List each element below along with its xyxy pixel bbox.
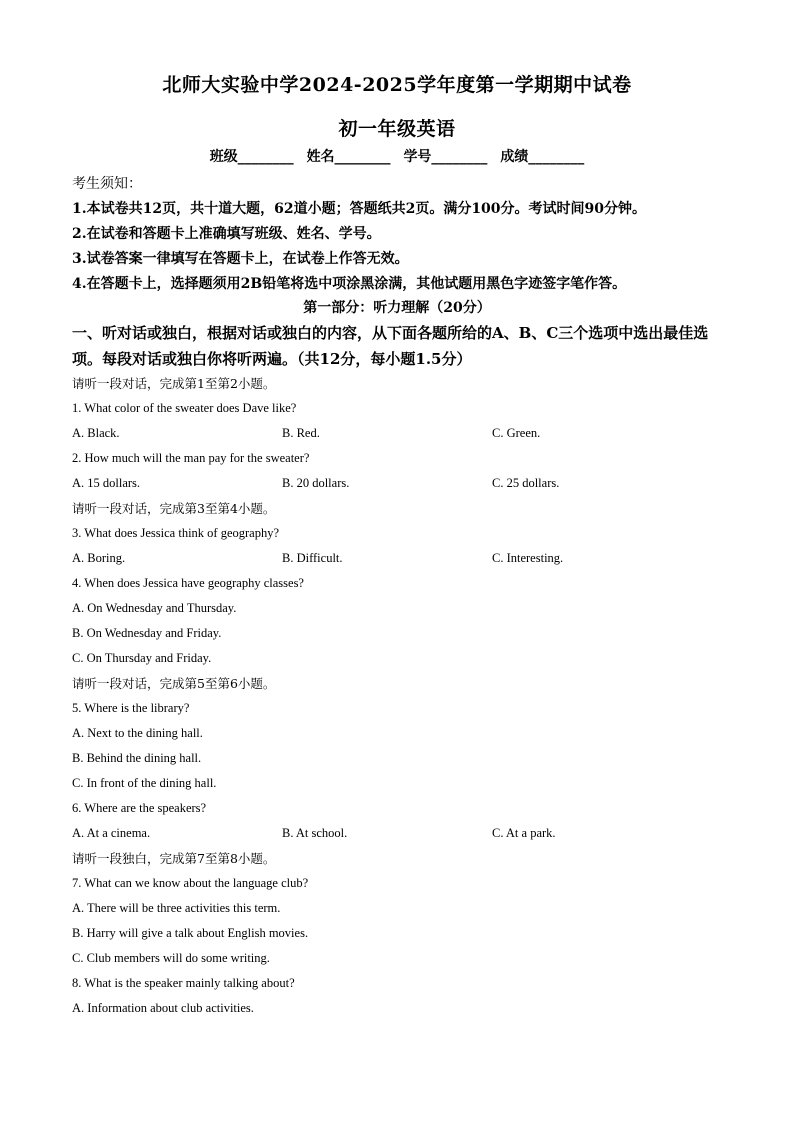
exam-subtitle: 初一年级英语 — [338, 118, 456, 140]
option-row — [72, 821, 752, 846]
score-field: 成绩________ — [500, 149, 585, 165]
answer-option: B. 20 dollars. — [282, 476, 350, 490]
section-instructions: 一、听对话或独白，根据对话或独白的内容，从下面各题所给的A、B、C三个选项中选出最佳选项。每段对话或独白你将听两遍。（共12分，每小题1.5分） — [72, 324, 709, 368]
notice-item: 3.试卷答案一律填写在答题卡上，在试卷上作答无效。 — [72, 251, 409, 267]
answer-option: C. At a park. — [492, 826, 556, 840]
option-row — [72, 471, 752, 496]
question-line: C. On Thursday and Friday. — [72, 651, 212, 665]
answer-option: B. Difficult. — [282, 551, 343, 565]
exam-title: 北师大实验中学2024-2025学年度第一学期期中试卷 — [162, 74, 632, 96]
class-field: 班级________ — [209, 149, 294, 165]
part-title: 第一部分：听力理解（20分） — [303, 300, 491, 316]
question-line: 4. When does Jessica have geography classes? — [72, 576, 304, 590]
listening-instruction: 请听一段对话，完成第1至第2小题。 — [72, 376, 276, 391]
question-line: 6. Where are the speakers? — [72, 801, 207, 815]
question-line: 7. What can we know about the language club? — [72, 876, 309, 890]
question-line: B. On Wednesday and Friday. — [72, 626, 222, 640]
notice-item: 2.在试卷和答题卡上准确填写班级、姓名、学号。 — [72, 226, 381, 242]
answer-option: A. Boring. — [72, 551, 126, 565]
answer-option: C. Interesting. — [492, 551, 564, 565]
answer-option: A. Black. — [72, 426, 120, 440]
answer-option: A. 15 dollars. — [72, 476, 141, 490]
question-line: A. Information about club activities. — [72, 1001, 254, 1015]
student-info-fields — [0, 146, 794, 166]
notice-item: 4.在答题卡上，选择题须用2B铅笔将选中项涂黑涂满，其他试题用黑色字迹签字笔作答。 — [72, 276, 627, 292]
student-id-field: 学号________ — [403, 149, 488, 165]
answer-option: A. At a cinema. — [72, 826, 151, 840]
notice-item: 1.本试卷共12页，共十道大题，62道小题；答题纸共2页。满分100分。考试时间90分钟。 — [72, 201, 647, 217]
question-line: 5. Where is the library? — [72, 701, 190, 715]
name-field: 姓名________ — [306, 149, 391, 165]
option-row — [72, 546, 752, 571]
listening-instruction: 请听一段独白，完成第7至第8小题。 — [72, 851, 276, 866]
question-line: A. There will be three activities this term. — [72, 901, 281, 915]
question-line: A. Next to the dining hall. — [72, 726, 203, 740]
notice-label: 考生须知： — [72, 176, 142, 192]
question-list — [72, 371, 752, 1021]
question-line: 1. What color of the sweater does Dave like? — [72, 401, 297, 415]
answer-option: B. At school. — [282, 826, 348, 840]
question-line: B. Behind the dining hall. — [72, 751, 202, 765]
question-line: 2. How much will the man pay for the sweater? — [72, 451, 310, 465]
answer-option: B. Red. — [282, 426, 320, 440]
question-line: A. On Wednesday and Thursday. — [72, 601, 237, 615]
answer-option: C. 25 dollars. — [492, 476, 560, 490]
question-line: B. Harry will give a talk about English movies. — [72, 926, 309, 940]
option-row — [72, 421, 752, 446]
exam-notice — [72, 172, 752, 297]
question-line: 3. What does Jessica think of geography? — [72, 526, 280, 540]
question-line: C. In front of the dining hall. — [72, 776, 217, 790]
listening-instruction: 请听一段对话，完成第5至第6小题。 — [72, 676, 276, 691]
answer-option: C. Green. — [492, 426, 541, 440]
question-line: C. Club members will do some writing. — [72, 951, 270, 965]
question-line: 8. What is the speaker mainly talking about? — [72, 976, 295, 990]
listening-instruction: 请听一段对话，完成第3至第4小题。 — [72, 501, 276, 516]
